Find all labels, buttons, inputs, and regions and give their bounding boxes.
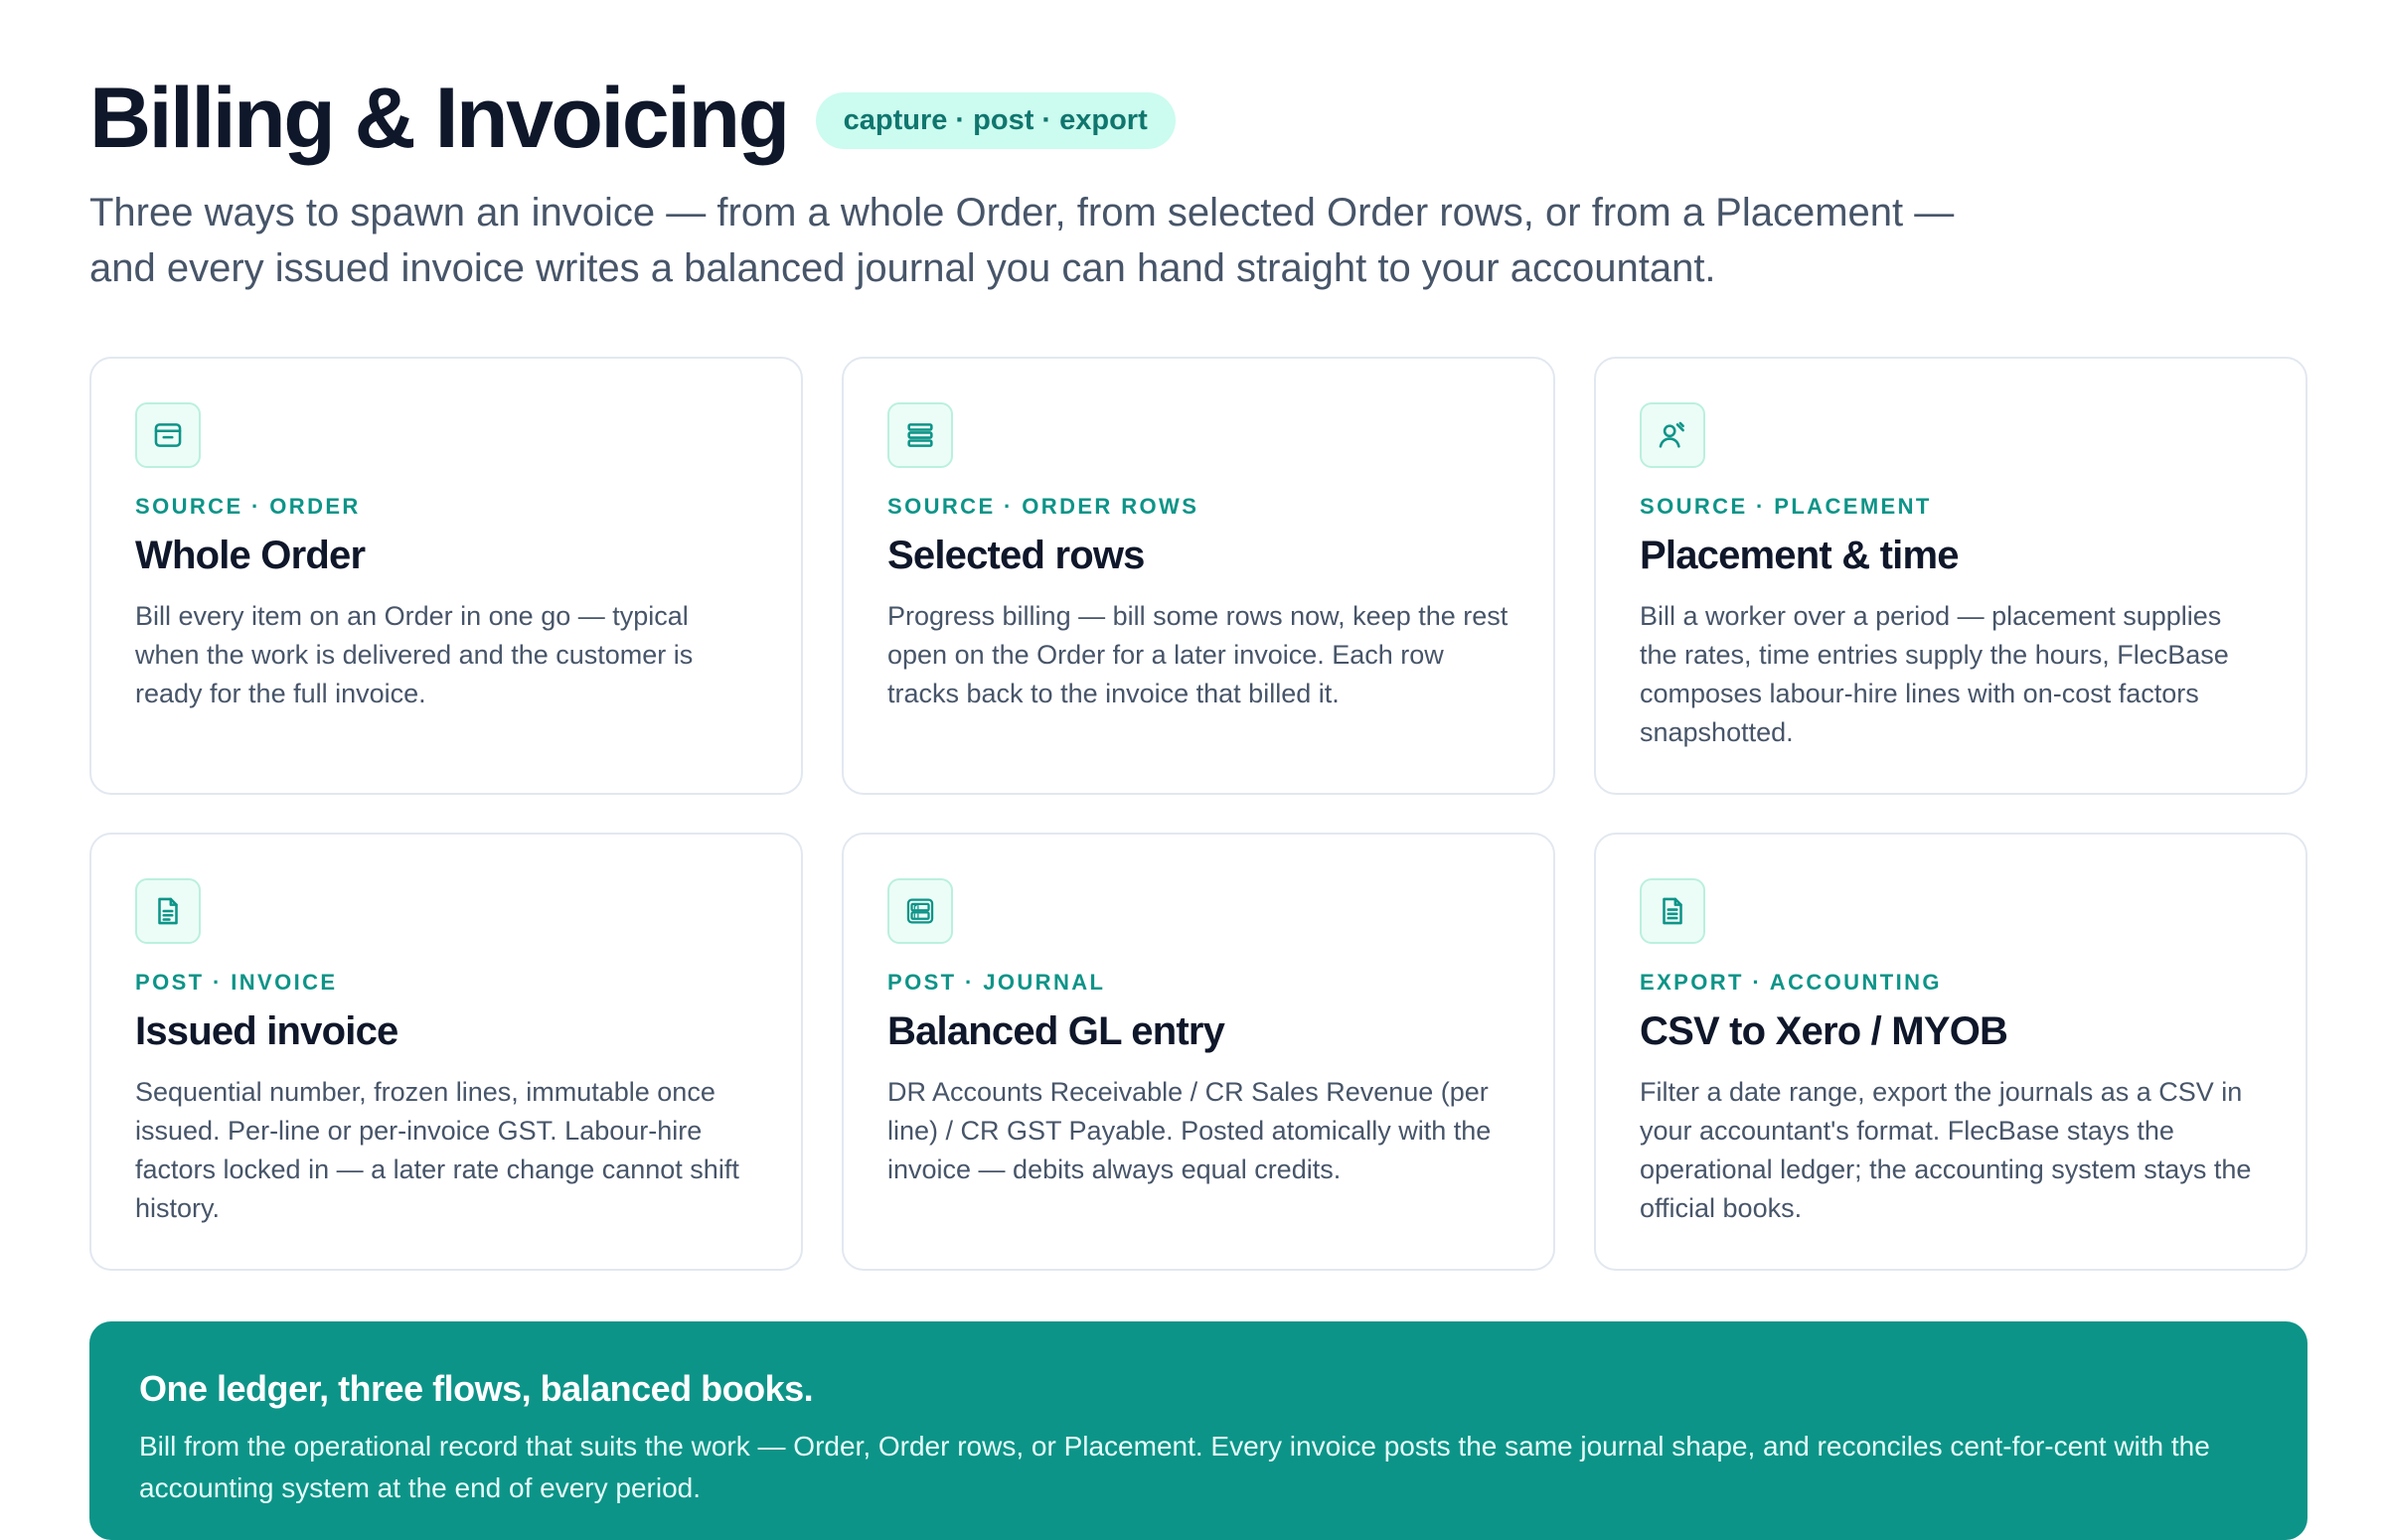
order-card-icon — [135, 402, 201, 468]
card-title: Whole Order — [135, 534, 366, 578]
card-eyebrow: SOURCE · ORDER — [135, 494, 361, 519]
card-title: Balanced GL entry — [887, 1009, 1225, 1054]
card-eyebrow: SOURCE · ORDER ROWS — [887, 494, 1199, 519]
flow-pill: capture · post · export — [816, 92, 1176, 149]
card-body: Bill a worker over a period — placement supplies the rates, time entries supply the hours, FlecBase composes labour-hire lines with on-cost factors snapshotted. — [1640, 601, 2229, 748]
card-eyebrow: POST · INVOICE — [135, 970, 338, 995]
card-title: Selected rows — [887, 534, 1145, 578]
summary-banner — [89, 1321, 2307, 1540]
card-selected-rows — [842, 357, 1555, 795]
page-subtitle: Three ways to spawn an invoice — from a whole Order, from selected Order rows, or from a Placement — and every issued invoice writes a balanced journal you can hand straight to your accountant. — [89, 191, 1955, 290]
card-placement — [1594, 357, 2307, 795]
worker-icon — [1640, 402, 1705, 468]
card-title: Issued invoice — [135, 1009, 398, 1054]
card-issued-invoice — [89, 833, 803, 1271]
card-eyebrow: SOURCE · PLACEMENT — [1640, 494, 1932, 519]
card-body: Filter a date range, export the journals as a CSV in your accountant's format. FlecBase stays the operational ledger; the accounting system stays the official books. — [1640, 1077, 2252, 1224]
card-whole-order — [89, 357, 803, 795]
card-title: Placement & time — [1640, 534, 1959, 578]
invoice-document-icon — [135, 878, 201, 944]
card-eyebrow: EXPORT · ACCOUNTING — [1640, 970, 1942, 995]
card-balanced-gl — [842, 833, 1555, 1271]
card-eyebrow: POST · JOURNAL — [887, 970, 1106, 995]
card-body: Bill every item on an Order in one go — typical when the work is delivered and the customer is ready for the full invoice. — [135, 601, 694, 709]
banner-title: One ledger, three flows, balanced books. — [139, 1368, 814, 1409]
csv-file-icon — [1640, 878, 1705, 944]
card-body: Progress billing — bill some rows now, keep the rest open on the Order for a later invoice. Each row tracks back to the invoice that billed it. — [887, 601, 1509, 709]
card-title: CSV to Xero / MYOB — [1640, 1009, 2008, 1054]
page-title: Billing & Invoicing — [89, 71, 788, 166]
card-csv-export — [1594, 833, 2307, 1271]
feature-grid — [89, 357, 2307, 1271]
page-header — [89, 71, 1176, 166]
banner-body: Bill from the operational record that suits the work — Order, Order rows, or Placement. Every invoice posts the same journal shape, and reconciles cent-for-cent with the accounting system at the end of every period. — [139, 1431, 2210, 1504]
rows-list-icon — [887, 402, 953, 468]
dr-cr-journal-icon — [887, 878, 953, 944]
card-body: Sequential number, frozen lines, immutable once issued. Per-line or per-invoice GST. Labour-hire factors locked in — a later rate change cannot shift history. — [135, 1077, 739, 1224]
card-body: DR Accounts Receivable / CR Sales Revenue (per line) / CR GST Payable. Posted atomically with the invoice — debits always equal credits. — [887, 1077, 1492, 1185]
